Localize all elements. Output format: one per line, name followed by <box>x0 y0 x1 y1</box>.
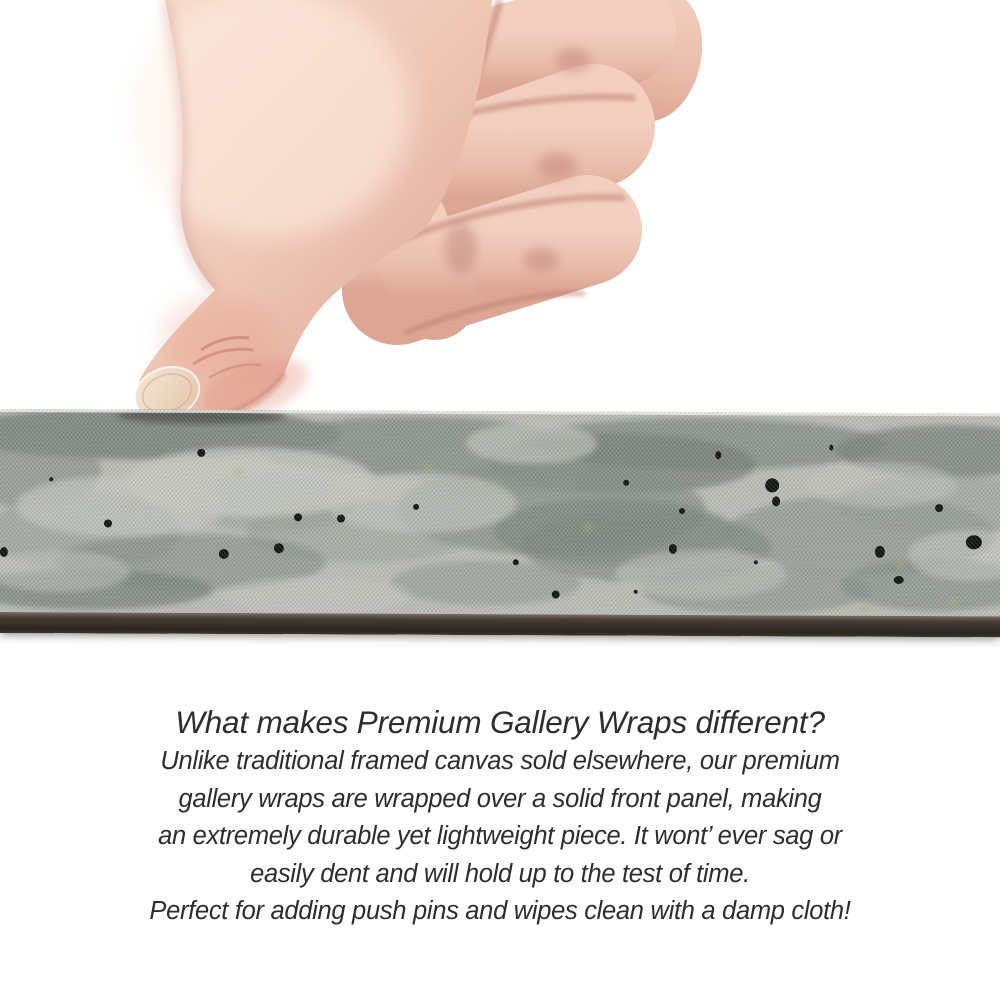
caption-line: an extremely durable yet lightweight piece. It wont’ ever sag or <box>158 822 842 851</box>
hand-pressing-thumb-photo <box>105 0 705 448</box>
caption-line: Unlike traditional framed canvas sold elsewhere, our premium <box>160 747 840 775</box>
panel-bottom-edge <box>0 612 1000 637</box>
canvas-wrap-strip <box>0 409 1000 637</box>
caption-heading: What makes Premium Gallery Wraps different? <box>175 704 825 740</box>
caption-line: easily dent and will hold up to the test of time. <box>250 859 750 888</box>
caption-block <box>0 701 1000 931</box>
canvas-grain <box>0 409 1000 616</box>
caption-line: Perfect for adding push pins and wipes clean with a damp cloth! <box>149 897 851 926</box>
canvas-texture <box>0 409 1000 637</box>
caption-line: gallery wraps are wrapped over a solid front panel, making <box>178 784 822 813</box>
